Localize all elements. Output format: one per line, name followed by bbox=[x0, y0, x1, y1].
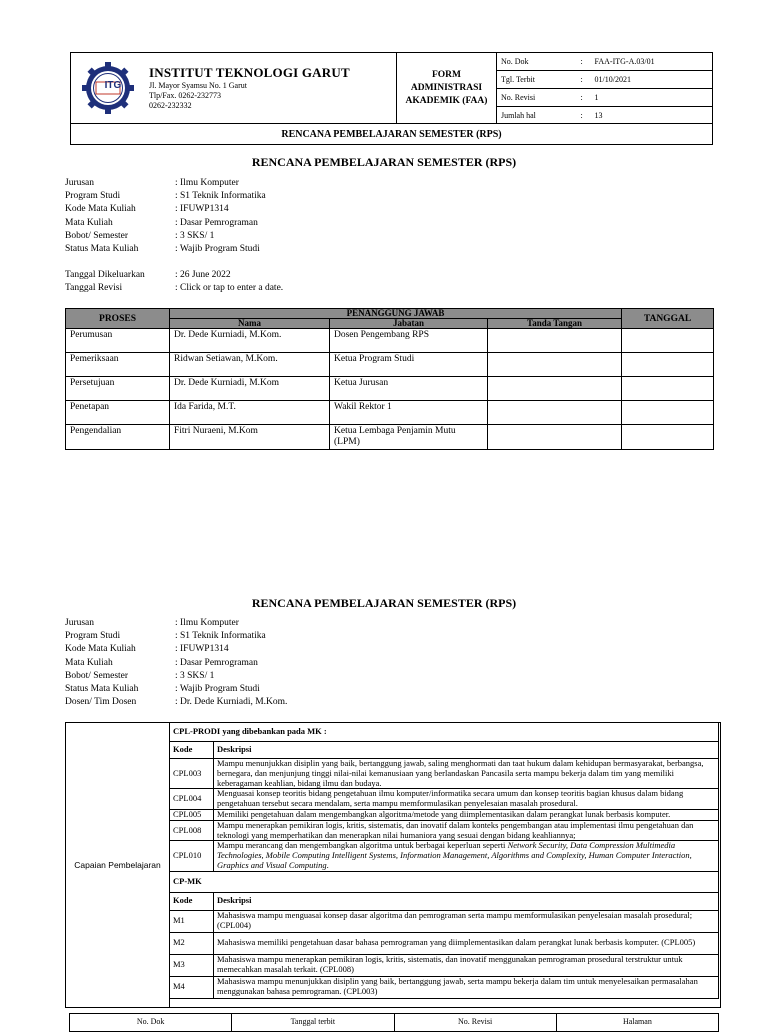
learning-outcomes-label: Capaian Pembelajaran bbox=[66, 723, 170, 1007]
info-label: Kode Mata Kuliah bbox=[65, 204, 136, 215]
info-value: : IFUWP1314 bbox=[175, 204, 229, 215]
cpmk-description: Mahasiswa mampu menerapkan pemikiran logis, kritis, sistematis, dan inovatif menggunakan pemrograman prosedural terstruktur untuk memecahkan masalah terkait. (CPL008) bbox=[214, 954, 719, 976]
info-row bbox=[65, 217, 465, 230]
col-header-kode: Kode bbox=[170, 892, 214, 910]
cpmk-title: CP-MK bbox=[170, 871, 719, 892]
form-title-line-3: AKADEMIK (FAA) bbox=[405, 95, 488, 106]
info-row bbox=[65, 696, 465, 709]
table-row bbox=[170, 820, 719, 841]
table-row bbox=[170, 809, 719, 820]
cpl-description-end: . bbox=[326, 859, 329, 870]
info-row bbox=[65, 203, 465, 216]
info-value: : 3 SKS/ 1 bbox=[175, 670, 215, 681]
info-label: Dosen/ Tim Dosen bbox=[65, 697, 137, 708]
col-header-tanggal: TANGGAL bbox=[622, 309, 714, 329]
course-info-block-1 bbox=[65, 177, 465, 256]
footer-page: Halaman bbox=[556, 1014, 718, 1032]
logo-text: ITG bbox=[104, 80, 122, 91]
table-row bbox=[66, 353, 714, 377]
table-row bbox=[170, 841, 719, 871]
info-label: Mata Kuliah bbox=[65, 217, 113, 228]
header-doc-title: RENCANA PEMBELAJARAN SEMESTER (RPS) bbox=[71, 124, 713, 145]
form-title-cell bbox=[397, 53, 497, 124]
cpmk-description: Mahasiswa mampu menunjukkan disiplin yang baik, bertanggung jawab, serta mampu bekerja dalam tim untuk menyelesaikan permasalahan menggunakan bahasa pemrograman. (CPL003) bbox=[214, 976, 719, 998]
cpl-description bbox=[214, 841, 719, 871]
signature-cell bbox=[488, 329, 622, 353]
cpl-description-italic: Network Security, Data Compression Multimedia Technologies, Mobile Computing Intelligent Systems, Information Management, Algorithms and Complexity, Human Computer Interaction, Graphics and Visual Computing bbox=[217, 840, 692, 870]
info-value: : IFUWP1314 bbox=[175, 644, 229, 655]
info-value: : Dasar Pemrograman bbox=[175, 217, 258, 228]
learning-outcomes-box bbox=[65, 722, 721, 1008]
institution-phone: Tlp/Fax. 0262-232773 bbox=[149, 91, 221, 100]
cpl-code: CPL008 bbox=[170, 820, 214, 841]
date-cell bbox=[622, 425, 714, 450]
info-row bbox=[65, 683, 465, 696]
cpmk-code: M2 bbox=[170, 932, 214, 954]
cpl-code: CPL010 bbox=[170, 841, 214, 871]
col-header-deskripsi: Deskripsi bbox=[214, 742, 719, 759]
meta-value: 1 bbox=[591, 89, 713, 107]
nama-cell: Dr. Dede Kurniadi, M.Kom. bbox=[170, 329, 330, 353]
info-label: Jurusan bbox=[65, 618, 95, 628]
info-value: : Wajib Program Studi bbox=[175, 244, 260, 255]
info-value: : S1 Teknik Informatika bbox=[175, 631, 266, 642]
info-label: Jurusan bbox=[65, 178, 95, 188]
learning-outcomes-content bbox=[169, 723, 720, 999]
info-row bbox=[65, 617, 465, 630]
cpl-description: Mampu menerapkan pemikiran logis, kritis, sistematis, dan inovatif dalam konteks pengembangan atau implementasi ilmu pengetahuan dan teknologi yang memperhatikan dan menerapkan nilai humaniora yang sesuai dengan bidang keahliannya; bbox=[214, 820, 719, 841]
info-row bbox=[65, 269, 465, 282]
signature-cell bbox=[488, 425, 622, 450]
footer-revision: No. Revisi bbox=[394, 1014, 556, 1032]
date-cell bbox=[622, 401, 714, 425]
cpl-code: CPL004 bbox=[170, 789, 214, 810]
meta-label: Tgl. Terbit bbox=[497, 71, 577, 89]
cpl-description: Memiliki pengetahuan dalam mengembangkan algoritma/metode yang diimplementasikan dalam perangkat lunak berbasis komputer. bbox=[214, 809, 719, 820]
info-value: : Wajib Program Studi bbox=[175, 684, 260, 695]
info-label: Bobot/ Semester bbox=[65, 230, 129, 241]
table-row bbox=[170, 910, 719, 932]
info-row bbox=[65, 243, 465, 256]
table-row bbox=[66, 329, 714, 353]
info-label: Mata Kuliah bbox=[65, 657, 113, 668]
table-row bbox=[170, 932, 719, 954]
cpl-description: Mampu menunjukkan disiplin yang baik, bertanggung jawab, saling menghormati dan taat hukum dalam kehidupan bermasyarakat, berbangsa, bernegara, dan menjunjung tinggi nilai-nilai kemanusiaan yang berlandaskan Pancasila serta mampu bekerja dalam tim yang memiliki keberagaman keahlian, bidang ilmu dan budaya. bbox=[214, 759, 719, 789]
nama-cell: Ida Farida, M.T. bbox=[170, 401, 330, 425]
info-row bbox=[65, 190, 465, 203]
meta-label: No. Revisi bbox=[497, 89, 577, 107]
table-row bbox=[170, 976, 719, 998]
cpl-title: CPL-PRODI yang dibebankan pada MK : bbox=[170, 723, 719, 742]
info-label: Program Studi bbox=[65, 631, 121, 642]
table-row bbox=[170, 954, 719, 976]
meta-value: FAA-ITG-A.03/01 bbox=[591, 53, 713, 71]
col-header-kode: Kode bbox=[170, 742, 214, 759]
jabatan-cell: Wakil Rektor 1 bbox=[330, 401, 488, 425]
footer-issue-date: Tanggal terbit bbox=[232, 1014, 394, 1032]
col-header-nama: Nama bbox=[170, 319, 330, 329]
date-cell bbox=[622, 353, 714, 377]
table-row bbox=[66, 401, 714, 425]
cpmk-code: M3 bbox=[170, 954, 214, 976]
section-1-title: RENCANA PEMBELAJARAN SEMESTER (RPS) bbox=[251, 155, 517, 169]
info-label: Status Mata Kuliah bbox=[65, 684, 139, 695]
info-label: Tanggal Revisi bbox=[65, 283, 123, 294]
proses-cell: Persetujuan bbox=[66, 377, 170, 401]
proses-cell: Penetapan bbox=[66, 401, 170, 425]
cpl-description: Menguasai konsep teoritis bidang pengetahuan ilmu komputer/informatika secara umum dan konsep teoritis bagian khusus dalam bidang pengetahuan tersebut secara mendalam, serta mampu memformulasikan penyelesaian masalah prosedural. bbox=[214, 789, 719, 810]
table-row bbox=[170, 789, 719, 810]
cpl-code: CPL005 bbox=[170, 809, 214, 820]
col-header-proses: PROSES bbox=[66, 309, 170, 329]
document-header bbox=[70, 52, 712, 144]
jabatan-cell: Dosen Pengembang RPS bbox=[330, 329, 488, 353]
institution-logo bbox=[71, 55, 145, 121]
jabatan-cell: Ketua Program Studi bbox=[330, 353, 488, 377]
info-row bbox=[65, 643, 465, 656]
cpmk-code: M4 bbox=[170, 976, 214, 998]
institution-phone-2: 0262-232332 bbox=[149, 101, 192, 110]
info-row bbox=[65, 670, 465, 683]
info-label: Status Mata Kuliah bbox=[65, 244, 139, 255]
approval-table bbox=[65, 308, 714, 450]
cpmk-code: M1 bbox=[170, 910, 214, 932]
cpmk-description: Mahasiswa memiliki pengetahuan dasar bahasa pemrograman yang diimplementasikan dalam perangkat lunak berbasis komputer. (CPL005) bbox=[214, 932, 719, 954]
nama-cell: Fitri Nuraeni, M.Kom bbox=[170, 425, 330, 450]
jabatan-cell: Ketua Jurusan bbox=[330, 377, 488, 401]
date-info-block bbox=[65, 269, 465, 295]
page-footer-table bbox=[69, 1013, 719, 1032]
info-value: : S1 Teknik Informatika bbox=[175, 191, 266, 202]
meta-sep: : bbox=[577, 107, 591, 124]
signature-cell bbox=[488, 377, 622, 401]
info-row bbox=[65, 230, 465, 243]
info-value: : Dasar Pemrograman bbox=[175, 657, 258, 668]
meta-sep: : bbox=[577, 53, 591, 71]
signature-cell bbox=[488, 401, 622, 425]
cpl-table bbox=[169, 723, 719, 999]
info-row bbox=[65, 177, 465, 190]
jabatan-cell: Ketua Lembaga Penjamin Mutu (LPM) bbox=[330, 425, 488, 450]
signature-cell bbox=[488, 353, 622, 377]
info-label: Program Studi bbox=[65, 191, 121, 202]
table-row bbox=[66, 425, 714, 450]
info-value: : Dr. Dede Kurniadi, M.Kom. bbox=[175, 697, 288, 708]
institution-cell bbox=[71, 53, 397, 124]
table-row bbox=[66, 377, 714, 401]
col-header-penanggung-jawab: PENANGGUNG JAWAB bbox=[170, 309, 622, 319]
institution-address: Jl. Mayor Syamsu No. 1 Garut bbox=[149, 81, 247, 90]
info-value: : Ilmu Komputer bbox=[175, 178, 239, 188]
meta-label: Jumlah hal bbox=[497, 107, 577, 124]
meta-label: No. Dok bbox=[497, 53, 577, 71]
cpl-code: CPL003 bbox=[170, 759, 214, 789]
section-2-title: RENCANA PEMBELAJARAN SEMESTER (RPS) bbox=[251, 596, 517, 610]
revision-date-field[interactable]: : Click or tap to enter a date. bbox=[175, 283, 284, 294]
info-value: : Ilmu Komputer bbox=[175, 618, 239, 628]
cpl-description-text: Mampu merancang dan mengembangkan algoritma untuk berbagai keperluan seperti bbox=[217, 840, 508, 851]
proses-cell: Perumusan bbox=[66, 329, 170, 353]
table-row bbox=[170, 759, 719, 789]
info-label: Tanggal Dikeluarkan bbox=[65, 270, 145, 280]
col-header-deskripsi: Deskripsi bbox=[214, 892, 719, 910]
release-date-value: : 26 June 2022 bbox=[175, 270, 231, 280]
info-label: Kode Mata Kuliah bbox=[65, 644, 136, 655]
meta-sep: : bbox=[577, 71, 591, 89]
proses-cell: Pengendalian bbox=[66, 425, 170, 450]
info-row bbox=[65, 630, 465, 643]
header-table bbox=[70, 52, 713, 145]
meta-value: 01/10/2021 bbox=[591, 71, 713, 89]
footer-doc-number: No. Dok bbox=[70, 1014, 232, 1032]
info-label: Bobot/ Semester bbox=[65, 670, 129, 681]
nama-cell: Ridwan Setiawan, M.Kom. bbox=[170, 353, 330, 377]
info-row bbox=[65, 657, 465, 670]
info-row bbox=[65, 282, 465, 295]
meta-sep: : bbox=[577, 89, 591, 107]
form-title-line-1: FORM bbox=[431, 69, 462, 80]
course-info-block-2 bbox=[65, 617, 465, 709]
meta-value: 13 bbox=[591, 107, 713, 124]
date-cell bbox=[622, 377, 714, 401]
col-header-jabatan: Jabatan bbox=[330, 319, 488, 329]
cpmk-description: Mahasiswa mampu menguasai konsep dasar algoritma dan pemrograman serta mampu memformulasikan penyelesaian masalah prosedural; (CPL004) bbox=[214, 910, 719, 932]
col-header-tanda-tangan: Tanda Tangan bbox=[488, 319, 622, 329]
info-value: : 3 SKS/ 1 bbox=[175, 230, 215, 241]
proses-cell: Pemeriksaan bbox=[66, 353, 170, 377]
institution-name: INSTITUT TEKNOLOGI GARUT bbox=[149, 65, 350, 80]
form-title-line-2: ADMINISTRASI bbox=[410, 82, 483, 93]
nama-cell: Dr. Dede Kurniadi, M.Kom bbox=[170, 377, 330, 401]
date-cell bbox=[622, 329, 714, 353]
